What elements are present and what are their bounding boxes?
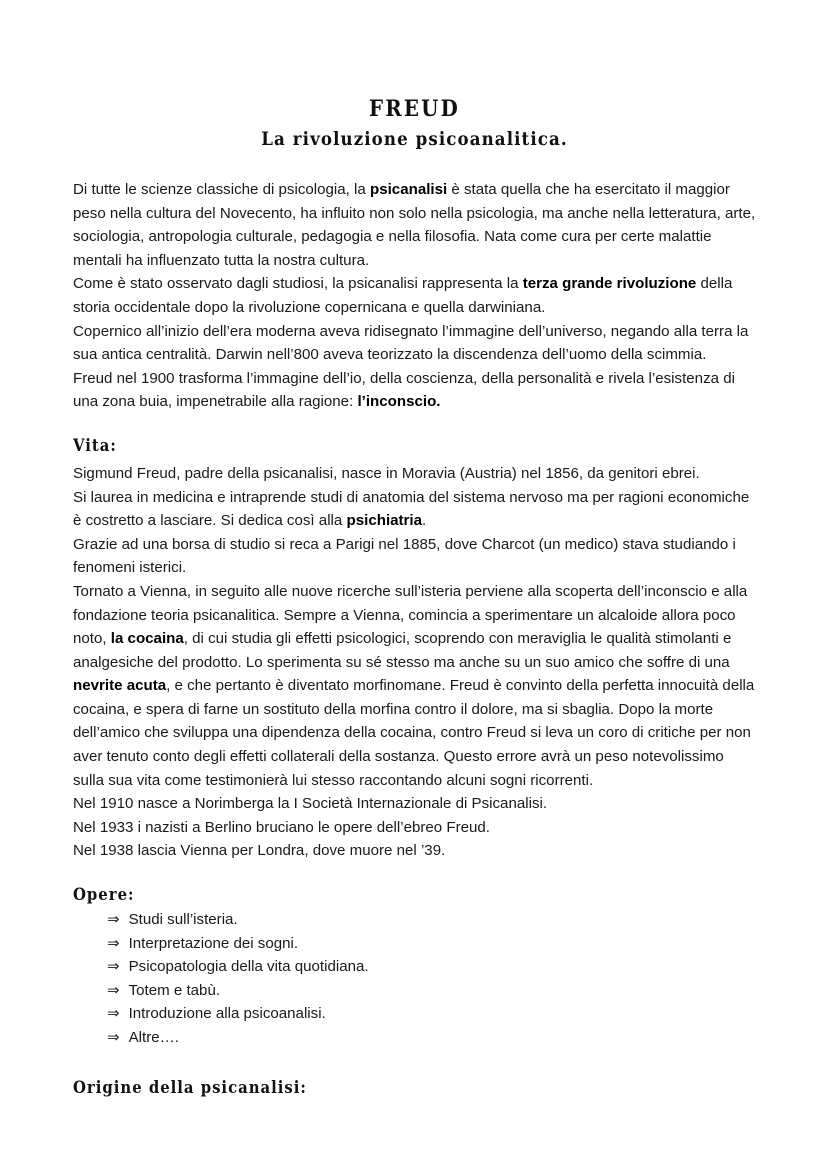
work-title: Introduzione alla psicoanalisi. bbox=[128, 1005, 326, 1023]
vita-paragraph-2 bbox=[73, 486, 756, 533]
intro-paragraph-1 bbox=[73, 178, 756, 272]
vita-section bbox=[73, 462, 756, 863]
double-arrow-icon: ⇒ bbox=[107, 910, 120, 929]
double-arrow-icon: ⇒ bbox=[107, 933, 120, 952]
double-arrow-icon: ⇒ bbox=[107, 957, 120, 976]
vita-paragraph-7: Nel 1938 lascia Vienna per Londra, dove muore nel ’39. bbox=[73, 842, 446, 860]
section-heading-opere: Opere: bbox=[73, 885, 135, 905]
list-item bbox=[107, 955, 756, 979]
intro-p1-text-a: Di tutte le scienze classiche di psicologia, la bbox=[73, 181, 370, 198]
intro-paragraph-3: Copernico all’inizio dell’era moderna aveva ridisegnato l’immagine dell’universo, negando alla terra la sua antica centralità. Darwin nell’800 aveva teorizzato la discendenza dell’uomo della scimmia. bbox=[73, 322, 749, 364]
vita-p4-bold-cocaina: la cocaina bbox=[110, 630, 184, 648]
intro-p2-text-a: Come è stato osservato dagli studiosi, la psicanalisi rappresenta la bbox=[73, 275, 523, 293]
work-title: Totem e tabù. bbox=[128, 981, 221, 999]
page-title: FREUD bbox=[368, 96, 460, 122]
intro-paragraph-2 bbox=[73, 272, 756, 319]
section-heading-origine: Origine della psicanalisi: bbox=[73, 1077, 307, 1097]
vita-paragraph-1: Sigmund Freud, padre della psicanalisi, nasce in Moravia (Austria) nel 1856, da genitori ebrei. bbox=[73, 464, 700, 482]
list-item bbox=[107, 1002, 756, 1026]
vita-p2-bold: psichiatria bbox=[346, 512, 423, 530]
intro-paragraph-4 bbox=[73, 367, 756, 414]
intro-p1-bold: psicanalisi bbox=[370, 181, 448, 198]
work-title: Interpretazione dei sogni. bbox=[128, 934, 299, 952]
vita-paragraph-6: Nel 1933 i nazisti a Berlino bruciano le opere dell’ebreo Freud. bbox=[73, 818, 491, 836]
vita-p4-text-b: , di cui studia gli effetti psicologici, scoprendo con meraviglia le qualità stimolanti e analgesiche del prodotto. Lo sperimenta su sé stesso ma anche su un suo amico che soffre di una bbox=[73, 630, 732, 671]
intro-p2-bold: terza grande rivoluzione bbox=[522, 275, 697, 293]
intro-p2-text-b: della storia occidentale dopo la rivoluzione copernicana e quella darwiniana. bbox=[73, 275, 733, 316]
work-title: Psicopatologia della vita quotidiana. bbox=[128, 958, 369, 976]
double-arrow-icon: ⇒ bbox=[107, 980, 120, 999]
work-title: Studi sull’isteria. bbox=[128, 911, 238, 929]
intro-p4-text-a: Freud nel 1900 trasforma l’immagine dell’io, della coscienza, della personalità e rivela l’esistenza di una zona buia, impenetrabile alla ragione: bbox=[73, 369, 735, 411]
vita-p4-bold-nevrite: nevrite acuta bbox=[73, 677, 167, 695]
document-content bbox=[73, 96, 756, 1050]
vita-p2-text-a: Si laurea in medicina e intraprende studi di anatomia del sistema nervoso ma per ragioni economiche è costretto a lasciare. Si dedica così alla bbox=[73, 488, 750, 530]
section-heading-vita: Vita: bbox=[73, 435, 117, 455]
vita-p2-text-b: . bbox=[422, 512, 427, 530]
vita-p4-text-a: Tornato a Vienna, in seguito alle nuove ricerche sull’isteria perviene alla scoperta dell’inconscio e alla fondazione teoria psicanalitica. Sempre a Vienna, comincia a sperimentare un alcaloide allora poco noto, bbox=[73, 582, 748, 648]
intro-section bbox=[73, 178, 756, 414]
page-subtitle: La rivoluzione psicoanalitica. bbox=[261, 129, 568, 150]
vita-paragraph-3: Grazie ad una borsa di studio si reca a Parigi nel 1885, dove Charcot (un medico) stava studiando i fenomeni isterici. bbox=[73, 535, 736, 577]
list-item bbox=[107, 908, 756, 932]
work-title: Altre…. bbox=[128, 1029, 179, 1046]
intro-p4-bold: l’inconscio. bbox=[357, 393, 441, 411]
double-arrow-icon: ⇒ bbox=[107, 1028, 120, 1046]
list-item bbox=[107, 932, 756, 956]
double-arrow-icon: ⇒ bbox=[107, 1004, 120, 1023]
vita-paragraph-5: Nel 1910 nasce a Norimberga la I Società Internazionale di Psicanalisi. bbox=[73, 795, 548, 813]
list-item bbox=[107, 979, 756, 1003]
vita-paragraph-4 bbox=[73, 580, 756, 792]
intro-p1-text-b: è stata quella che ha esercitato il maggior peso nella cultura del Novecento, ha influito non solo nella psicologia, ma anche nella letteratura, arte, sociologia, antropologia culturale, pedagogia e nella filosofia. Nata come cura per certe malattie mentali ha influenzato tutta la nostra cultura. bbox=[73, 181, 756, 269]
vita-p4-text-c: , e che pertanto è diventato morfinomane. Freud è convinto della perfetta innocuità della cocaina, e spera di farne un sostituto della morfina contro il dolore, ma si sbaglia. Dopo la morte dell’amico che sviluppa una dipendenza della cocaina, contro Freud si leva un coro di critiche per non aver tenuto conto degli effetti collaterali della sostanza. Questo errore avrà un peso notevolissimo sulla sua vita come testimonierà lui stesso raccontando alcuni sogni ricorrenti. bbox=[73, 677, 755, 789]
works-list bbox=[73, 908, 756, 1050]
list-item bbox=[107, 1026, 756, 1050]
